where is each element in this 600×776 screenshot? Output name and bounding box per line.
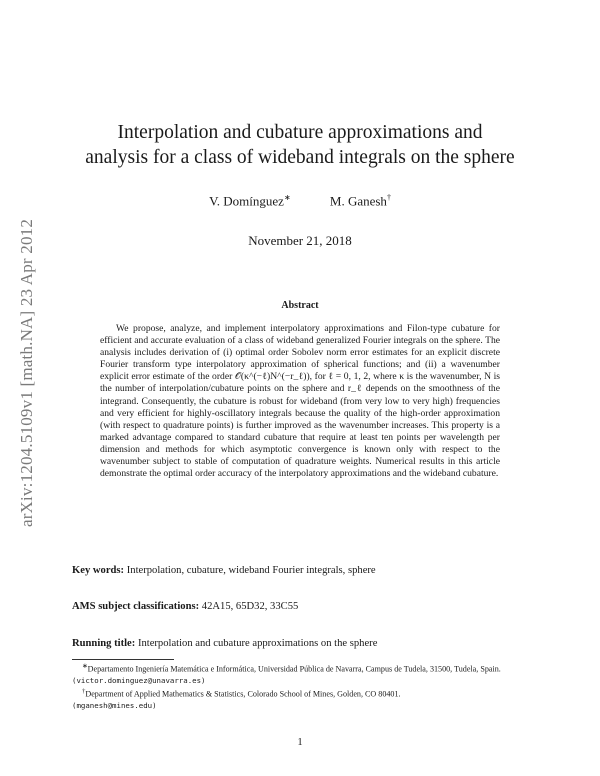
- footnote-divider: [72, 659, 174, 660]
- paper-title: [60, 120, 540, 170]
- ams-label: AMS subject classifications:: [72, 601, 200, 612]
- title-line-1: Interpolation and cubature approximations and: [117, 122, 483, 143]
- author-2-footnote-mark: †: [386, 193, 391, 202]
- ams-text: 42A15, 65D32, 33C55: [201, 601, 299, 612]
- author-2: [330, 193, 391, 209]
- footnote-1-email: (victor.dominguez@unavarra.es): [72, 675, 206, 685]
- footnote-2-text: Department of Applied Mathematics & Statistics, Colorado School of Mines, Golden, CO 80401.: [85, 689, 401, 699]
- page-number: 1: [297, 737, 303, 748]
- author-list: [0, 193, 600, 209]
- footnote-1-mark: ∗: [82, 663, 88, 670]
- footnote-2: [72, 686, 528, 700]
- author-1: [209, 193, 291, 209]
- footnote-2-email: (mganesh@mines.edu): [72, 700, 157, 710]
- abstract-heading: Abstract: [281, 300, 319, 311]
- author-1-footnote-mark: ∗: [283, 193, 291, 202]
- running-title-text: Interpolation and cubature approximations on the sphere: [137, 638, 378, 649]
- footnote-2-email-line: [72, 700, 528, 711]
- paper-date: November 21, 2018: [248, 233, 352, 248]
- keywords-text: Interpolation, cubature, wideband Fourier integrals, sphere: [126, 565, 376, 576]
- author-2-name: M. Ganesh: [329, 193, 387, 209]
- title-line-2: analysis for a class of wideband integrals on the sphere: [85, 147, 515, 168]
- footnote-1-email-line: [72, 675, 528, 686]
- ams-classification-line: [72, 601, 532, 612]
- abstract-body: We propose, analyze, and implement interpolatory approximations and Filon-type cubature for efficient and accurate evaluation of a class of wideband generalized Fourier integrals on the sphere. The analysis includes derivation of (i) optimal order Sobolev norm error estimates for an explicit discrete Fourier transform type interpolatory approximation of spherical functions; and (ii) a wavenumber explicit error estimate of the order 𝒪(κ^(−ℓ)N^(−r_ℓ)), for ℓ = 0, 1, 2, where κ is the wavenumber, N is the number of interpolation/cubature points on the sphere and r_ℓ depends on the smoothness of the integrand. Consequently, the cubature is robust for wideband (from very low to very high) frequencies and very efficient for highly-oscillatory integrals because the quality of the high-order approximation (with respect to quadrature points) is further improved as the wavenumber increases. This property is a marked advantage compared to standard cubature that require at least ten points per wavelength per dimension and methods for which asymptotic convergence is known only with respect to the wavenumber subject to stable of computation of quadrature weights. Numerical results in this article demonstrate the optimal order accuracy of the interpolatory approximations and the wideband cubature.: [100, 323, 500, 480]
- footnotes: [72, 661, 528, 711]
- running-title-line: [72, 638, 532, 649]
- footnote-1: [72, 661, 528, 675]
- footnote-1-text: Departamento Ingeniería Matemática e Informática, Universidad Pública de Navarra, Campus de Tudela, 31500, Tudela, Spain.: [87, 664, 501, 674]
- running-title-label: Running title:: [72, 638, 136, 649]
- footnote-2-mark: †: [82, 688, 86, 696]
- author-1-name: V. Domínguez: [209, 193, 284, 209]
- keywords-label: Key words:: [72, 565, 125, 576]
- keywords-line: [72, 565, 532, 576]
- arxiv-identifier-text: arXiv:1204.5109v1 [math.NA] 23 Apr 2012: [17, 218, 36, 527]
